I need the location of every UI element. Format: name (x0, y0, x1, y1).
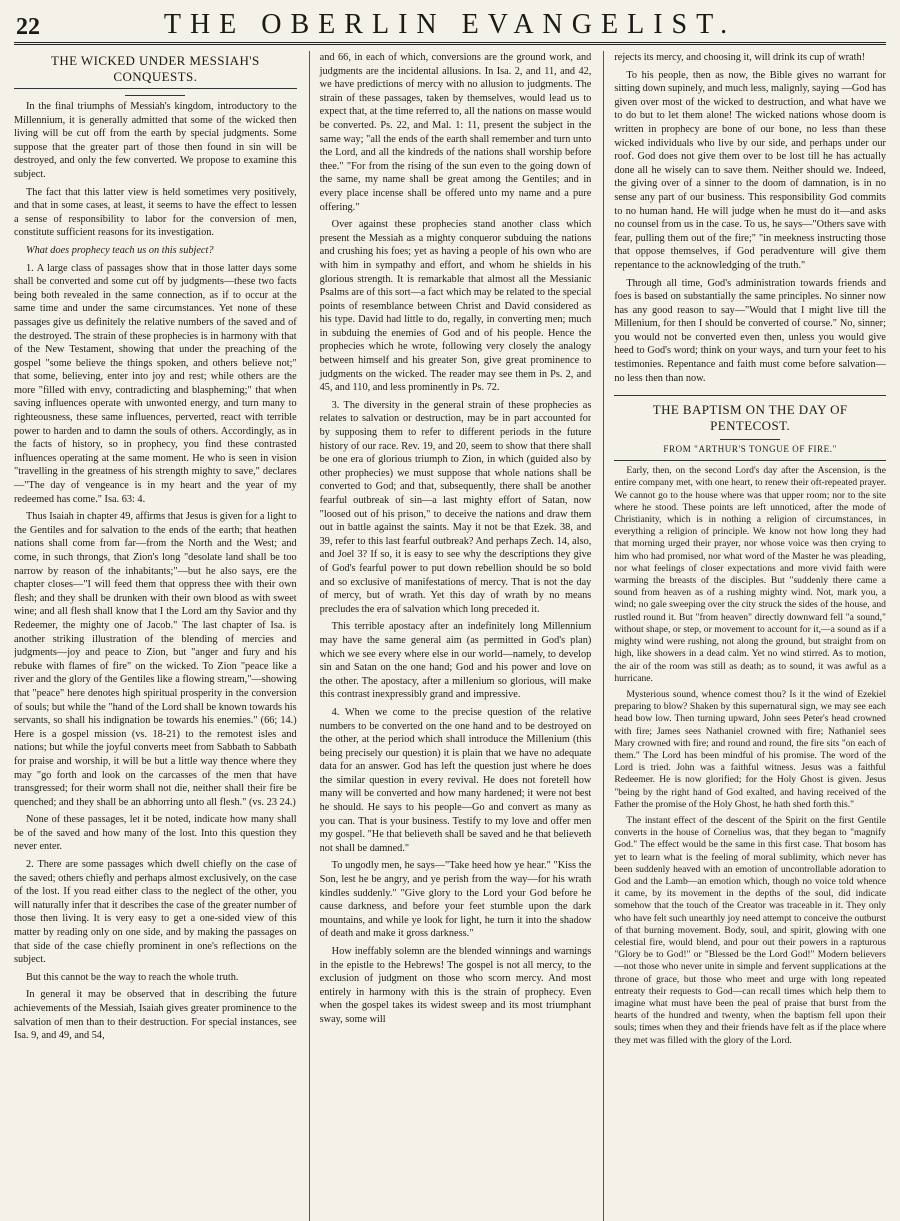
paragraph: In the final triumphs of Messiah's kingdom, introductory to the Millennium, it is generally admitted that some of the wicked then living will be cut off from the earth by special judgments. Some suppose that the greater part of those then found in sin will be destroyed, and only the few converted. We propose to examine this subject. (14, 101, 297, 180)
masthead (14, 8, 886, 45)
paragraph: None of these passages, let it be noted, indicate how many shall be of the saved and how many of the lost. Into this question they never enter. (14, 814, 297, 853)
article-title: THE BAPTISM ON THE DAY OF PENTECOST. (652, 402, 848, 434)
paragraph: This terrible apostacy after an indefinitely long Millennium may have the same general aim (as permitted in God's plan) which we see every where else in our world—namely, to develop sin and Satan on the one hand; God and his power and love on the other. The apostacy, after a millenium so glorious, will make this contrast inexpressibly grand and impressive. (319, 621, 592, 701)
paragraph: 4. When we come to the precise question of the relative numbers to be converted on the one hand and to be destroyed on the other, at the period which shall introduce the Millenium (this being precisely our question) it is plain that we have no adequate data for an answer. God has left the question just where he does the similar question in every revival. He does not foretell how many will be converted and how many hardened; it were not best he should. He says to his people—Go and convert as many as you can. That is your business. Testify to my love and offer men my gospel. "He that believeth shall be saved and he that believeth not shall be damned." (319, 706, 592, 854)
paragraph: Mysterious sound, whence comest thou? Is it the wind of Ezekiel preparing to blow? Shaken by this supernatural sign, we may see each head bow low. Then turning upward, John sees Peter's head crowned with fire; James sees Nathaniel crowned with fire; Nathaniel sees Mary crowned with fire; and round and round, the fire sits "on each of them." The Lord has been mindful of his promise. The word of the Lord is tried. John was a faithful witness. Jesus was a faithful Redeemer. He is now glorified; for the Holy Ghost is given. Jesus "being by the right hand of God exalted, and having received of the Father the promise of the Holy Ghost, he hath shed forth this." (614, 688, 886, 810)
paragraph-question: What does prophecy teach us on this subject? (26, 244, 214, 256)
paragraph: The fact that this latter view is held sometimes very positively, and that in some cases, at least, it seems to have the effect to lessen a sense of responsibility to labor for the conversion of men, constitute sufficient reasons for its investigation. (14, 186, 297, 239)
paragraph: The instant effect of the descent of the Spirit on the first Gentile converts in the house of Cornelius was, that they began to "magnify God." The effect would be the same in this first case. That bosom has yet to learn what is the feeling of moral sublimity, which never has been suddenly heaved with an emotion of uncontrollable adoration to God and the Lamb—an emotion which, though no voice told whence it came, by its movement in the depths of the soul, did indicate somehow that the touch of the Creator was traceable in it. They only who have felt such unearthly joy need attempt to conceive the outburst of that burning movement. Body, soul, and spirit, glowing with one celestial fire, would blend, and pour out their powers in a rapturous "Glory be to God!" or "Blessed be the Lord God!" Modern believers—not those who never unite in simple and fervent supplications at the throne of grace, but those who meet and urge with long repeated entreaty their requests to God—can recall times which help them to imagine what must have been the peal of praise that burst from the hearts of the hundred and twenty, when the baptism fell upon their souls; times when they and their friends have felt as if the place where they met was filled with the glory of the Lord. (614, 814, 886, 1046)
title-rule (125, 95, 185, 96)
column-3 (603, 51, 886, 1221)
title-rule (720, 439, 780, 440)
article-title: THE WICKED UNDER MESSIAH'S CONQUESTS. (14, 53, 297, 89)
newspaper-title: THE OBERLIN EVANGELIST. (163, 9, 737, 40)
article-source: FROM "ARTHUR'S TONGUE OF FIRE." (663, 444, 837, 455)
paragraph: 2. There are some passages which dwell chiefly on the case of the saved; others chiefly and perhaps almost exclusively, on the case of the lost. If you read either class to the neglect of the other, you will naturally infer that it describes the case of the greater number of those then living. It is very easy to get a one-sided view of this matter by reading only on one side, and by making the passages on that side of the case chiefly prominent in one's reflections on the subject. (14, 859, 297, 966)
article-separator (614, 395, 886, 396)
page-number: 22 (16, 14, 40, 40)
paragraph: Early, then, on the second Lord's day after the Ascension, is the entire company met, with one heart, to renew their oft-repeated prayer. We cannot go to the house where was that upper room; nor to the site where he stood. These points are left unnoticed, after the mode of Christianity, which is in nothing a religion of circumstances, in everything a religion of principle. We know not how long they had that morning urged their prayer, nor whose voice was then crying to him who had promised, nor what word of the Master he was pleading, nor what feelings of closer expectations and more vivid faith were warming the breasts of the disciples. But "suddenly there came a sound from heaven as of a rushing mighty wind. Not, mark you, a wind; no gale sweeping over the city struck the sides of the house, and rustled round it. But "from heaven" directly downward fell "a sound," without shape, or step, or movement to account for it,—a sound as if a mighty wind were rushing, not along the ground, but straight from on high, like showers in a dead calm. Yet no wind stirred. As to motion, the air of the room was still as death; as to sound, it was awful as a hurricane. (614, 465, 886, 684)
article-columns (14, 51, 886, 1221)
paragraph: and 66, in each of which, conversions are the ground work, and judgments are the incidental allusions. In Isa. 2, and 11, and 42, we have predictions of mercy with no allusion to judgments. The strain of these passages, taken by themselves, would lead us to expect that, at the time referred to, all the nations on masse would be converted. Ps. 22, and Mal. 1: 11, present the subject in the same way; "all the ends of the earth shall remember and turn unto the Lord, and all the kindreds of the nations shall worship before thee." "For from the rising of the sun even to the going down of the same, my name shall be great among the Gentiles; and in every place incense shall be offered unto my name and a pure offering." (319, 52, 592, 213)
paragraph: To his people, then as now, the Bible gives no warrant for sitting down supinely, and much less, malignly, saying —God has given over most of the wicked to destruction, and what have we to do but to let them alone! The wicked nations whose doom is written in prophecy are bone of our bone, no less than these wicked individuals who live by our side, and perhaps under our roof. God does not give them over to be lost till he has actually done all he wisely can to save them. Neither should we. Indeed, the giving over of a sinner to the doom of damnation, is in no sense any part of our business. This responsibility God commits to no human hand. He will judge when he must do it—and asks no counsel from us in the case. To us, he says—"Others save with fear, pulling them out of the fire;" "in meekness instructing those that oppose themselves, if God peradventure will give them repentance to the acknowledging of the truth." (614, 69, 886, 271)
column-1 (14, 51, 297, 1221)
paragraph: But this cannot be the way to reach the whole truth. (26, 971, 239, 983)
paragraph: To ungodly men, he says—"Take heed how ye hear." "Kiss the Son, lest he be angry, and ye perish from the way—for his wrath kindles suddenly." "Give glory to the Lord your God before he cause darkness, and before your feet stumble upon the dark mountains, and while ye look for light, he turn it into the shadow of death and make it gross darkness." (319, 860, 592, 940)
paragraph: Over against these prophecies stand another class which present the Messiah as a mighty conqueror subduing the nations and crushing his foes; yet as having a people of his own who are with him in sympathy and effort, and whom he shields in his glorious strength. It is remarkable that almost all the Messianic Psalms are of this sort—a fact which may be related to the special points of resemblance between Christ and David considered as his type. David had little to do, regally, in converting men; much in subduing the enemies of God and of his people. Hence the prophecies which he wrote, following very closely the analogy between himself and his greater Son, give great prominence to judgments on the wicked. The reader may see them in Ps. 2, and 45, and 110, and less prominently in Ps. 72. (319, 219, 592, 394)
paragraph: 1. A large class of passages show that in those latter days some shall be converted and some cut off by judgments—these two facts being both revealed in the same connection, as if to occur at the same time and under the same circumstances. Yet none of these passages give us definitely the relative numbers of the saved and of the destroyed. The strain of these prophecies is in harmony with that of the New Testament, showing that under the preaching of the gospel "some believe the things spoken, and others believe not;" that some, believing, enter into joy and rest; while others are the more "filled with envy, contradicting and blaspheming;" that when saving influences operate with unwonted energy, and turn many to righteousness, these same influences, perverted, react with terrible power to harden and to damn the souls of others. Accordingly, as in the facts of history, so in prophecy, you find these contrasted influences operating at the same moment. He who is seen in vision "travelling in the greatness of his strength mighty to save," declares—"The day of vengeance is in my heart and the year of my redeemed has come." Isa. 63: 4. (14, 262, 297, 505)
paragraph: 3. The diversity in the general strain of these prophecies as relates to salvation or destruction, may be in part accounted for by supposing them to refer to different periods in the future history of our race. Rev. 19, and 20, seem to show that there shall be one era of glorious triumph to Zion, in which (guided also by other prophecies) we must suppose that whole nations shall be converted to God; and that, subsequently, there shall be another fearful outbreak of sin—a last mighty effort of Satan, now "loosed out of his prison," to deceive the nations and draw them out in battle against the saints. May it not be that Ezek. 38, and 39, refer to this last fearful outbreak? And perhaps Zech. 14, also, and Joel 3? If so, it is easy to see why the descriptions they give of God's fearful power to put down rebellion should be so bold and so exclusive of manifestations of mercy. That is not the day of mercy, but of wrath. Yet this day of wrath by no means precludes the era of salvation which long preceded it. (319, 399, 592, 615)
paragraph: How ineffably solemn are the blended winnings and warnings in the epistle to the Hebrews! The gospel is not all mercy, to the exclusion of judgment on those who scorn mercy. And most entirely in harmony with this is the strain of prophecy. Even when the gospel takes its widest sweep and its most triumphant sway, some will (319, 946, 592, 1025)
source-rule (614, 460, 886, 461)
paragraph: Thus Isaiah in chapter 49, affirms that Jesus is given for a light to the Gentiles and for salvation to the ends of the earth; that heathen nations shall come from far—from the North and the West; and come, in such throngs, that Zion's long "desolate land shall be too narrow by reason of the inhabitants;"—but he also says, ere the chapter closes—"I will feed them that oppress thee with their own flesh; and they shall be drunken with their own blood as with sweet wine; and all flesh shall know that I the Lord am thy Savior and thy Redeemer, the mighty one of Jacob." The last chapter of Isa. is another striking illustration of the blending of mercies and judgments—joy and peace to Zion, but "anger and fury and his rebuke with flames of fire" on the wicked. To Zion "peace like a river and the glory of the Gentiles like a flowing stream,"—showing that "peace" here denotes high spiritual prosperity in the conversion of souls; but while the "hand of the Lord shall be known towards his servants, so shall his indignation be towards his enemies." (66; 14.) Here is a gospel mission (vs. 18-21) to the remotest isles and nations; but while the joyful converts meet from Sabbath to Sabbath for praise and worship, it will be but a little way thence where they may "go forth and look on the carcasses of the men that have transgressed; for their worm shall not die, neither shall their fire be quenched; and they shall be an abhorring unto all flesh." (vs. 23 24.) (14, 511, 297, 808)
column-2 (309, 51, 592, 1221)
paragraph: Through all time, God's administration towards friends and foes is based on substantially the same principles. No sinner now has any good reason to say—"Would that I might live till the Millenium, for then I should be converted of course." No, sinner; you would not be converted even then, unless you would give heed to God's word; think on your ways, and turn your feet to his testimonies. Repentance and faith must come before salvation—no less then than now. (614, 277, 886, 384)
paragraph: rejects its mercy, and choosing it, will drink its cup of wrath! (614, 52, 866, 63)
paragraph: In general it may be observed that in describing the future achievements of the Messiah, Isaiah gives greater prominence to the salvation of men than to their destruction. For special instances, see Isa. 9, and 49, and 54, (14, 989, 297, 1042)
